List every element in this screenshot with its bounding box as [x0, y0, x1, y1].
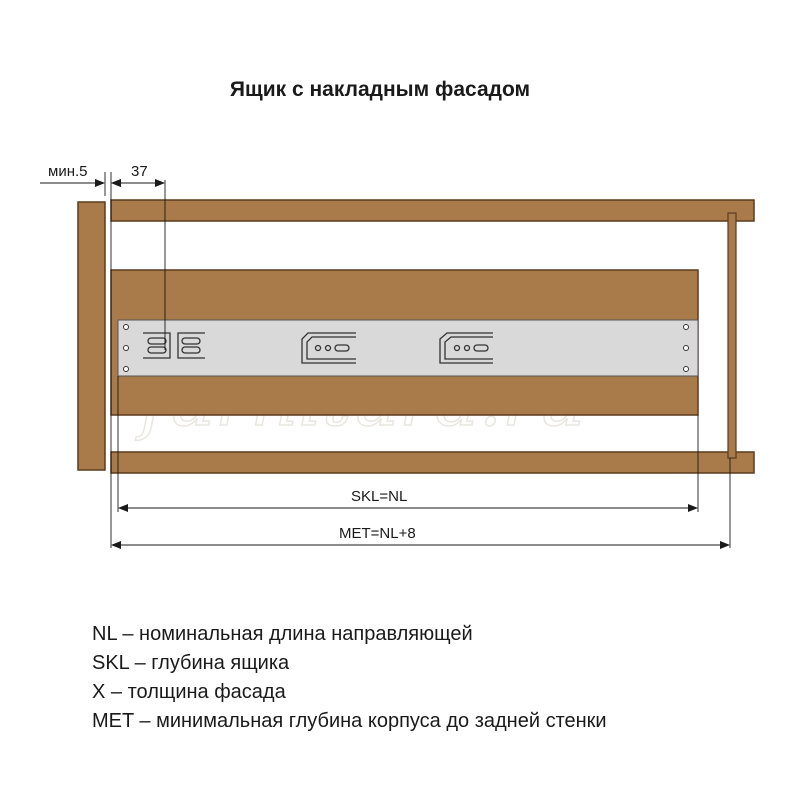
- legend-item-x: X – толщина фасада: [92, 681, 286, 703]
- skl-label: SKL=NL: [351, 488, 408, 505]
- cabinet-top-board: [111, 200, 754, 221]
- skl-dimension: [119, 488, 697, 508]
- met-dimension: [112, 525, 729, 545]
- diagram-title: Ящик с накладным фасадом: [229, 78, 531, 101]
- met-label: MET=NL+8: [339, 525, 416, 542]
- drawer-runner-rail: [118, 320, 698, 376]
- legend: [92, 620, 607, 736]
- legend-item-nl: NL – номинальная длина направляющей: [92, 623, 473, 645]
- cabinet-back-wall: [728, 213, 736, 458]
- offset-label: 37: [131, 163, 148, 180]
- front-facade-panel: [78, 202, 105, 470]
- legend-item-skl: SKL – глубина ящика: [92, 652, 290, 674]
- min-gap-dimension: [40, 163, 130, 183]
- legend-item-met: MET – минимальная глубина корпуса до задней стенки: [92, 710, 607, 732]
- min-gap-label: мин.5: [48, 163, 88, 180]
- cabinet-bottom-board: [111, 452, 754, 473]
- offset-dimension: [112, 163, 164, 183]
